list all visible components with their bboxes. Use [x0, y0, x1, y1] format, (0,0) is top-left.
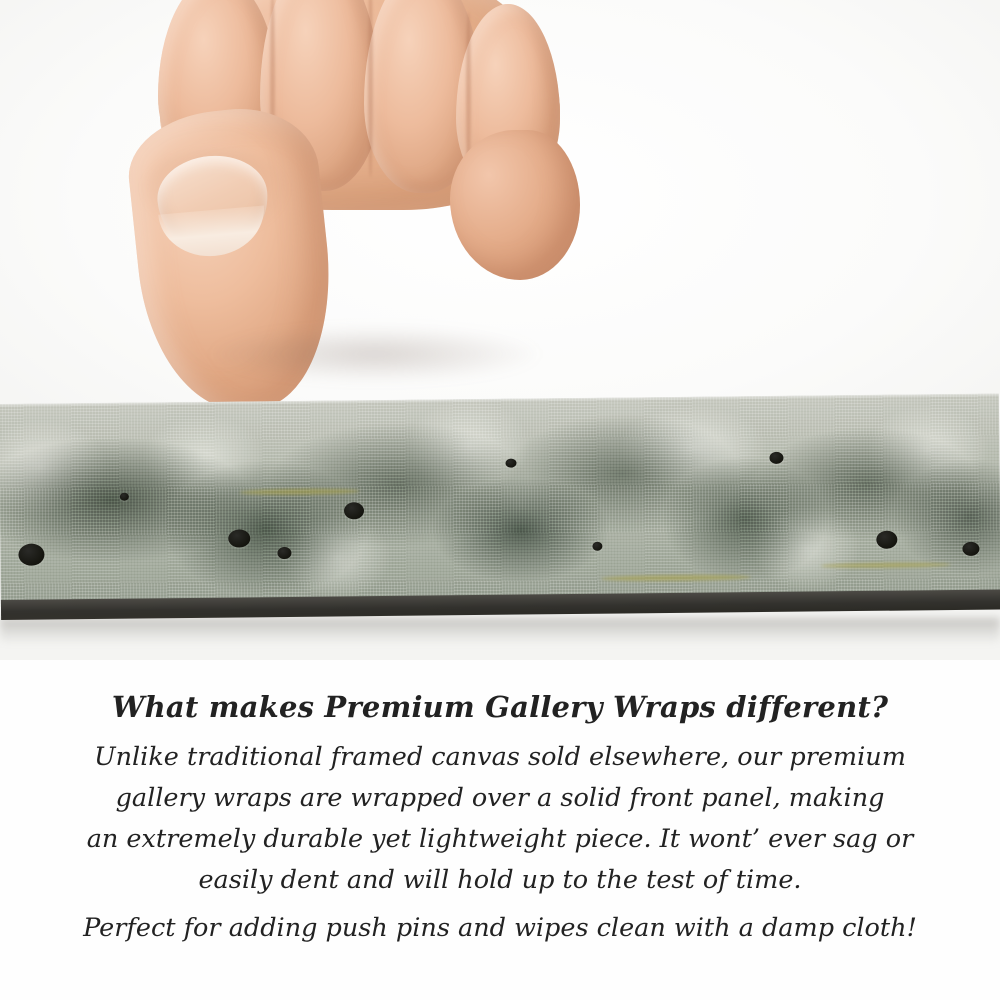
- hand-contact-shadow: [210, 326, 540, 382]
- caption-title: What makes Premium Gallery Wraps different?: [111, 690, 889, 724]
- canvas-edge-strip: [0, 394, 1000, 620]
- wall-hole: [962, 542, 979, 556]
- wall-hole: [277, 547, 291, 559]
- caption-line-3: an extremely durable yet lightweight piece. It wont’ ever sag or: [86, 824, 914, 854]
- canvas-weave-texture: [0, 394, 1000, 620]
- caption-block: [0, 690, 1000, 949]
- thumb-edge: [450, 130, 580, 280]
- caption-line-1: Unlike traditional framed canvas sold elsewhere, our premium: [94, 742, 906, 772]
- wall-hole: [120, 493, 129, 501]
- caption-line-2: gallery wraps are wrapped over a solid front panel, making: [115, 783, 885, 813]
- caption-final-line: Perfect for adding push pins and wipes clean with a damp cloth!: [83, 913, 917, 943]
- caption-line-4: easily dent and will hold up to the test of time.: [198, 865, 802, 895]
- wall-hole: [505, 459, 516, 468]
- canvas-drop-shadow: [0, 618, 1000, 644]
- hand-illustration: [120, 0, 580, 430]
- wall-hole: [592, 542, 602, 551]
- wall-hole: [344, 502, 364, 519]
- wall-hole: [876, 531, 897, 549]
- wall-hole: [769, 452, 783, 464]
